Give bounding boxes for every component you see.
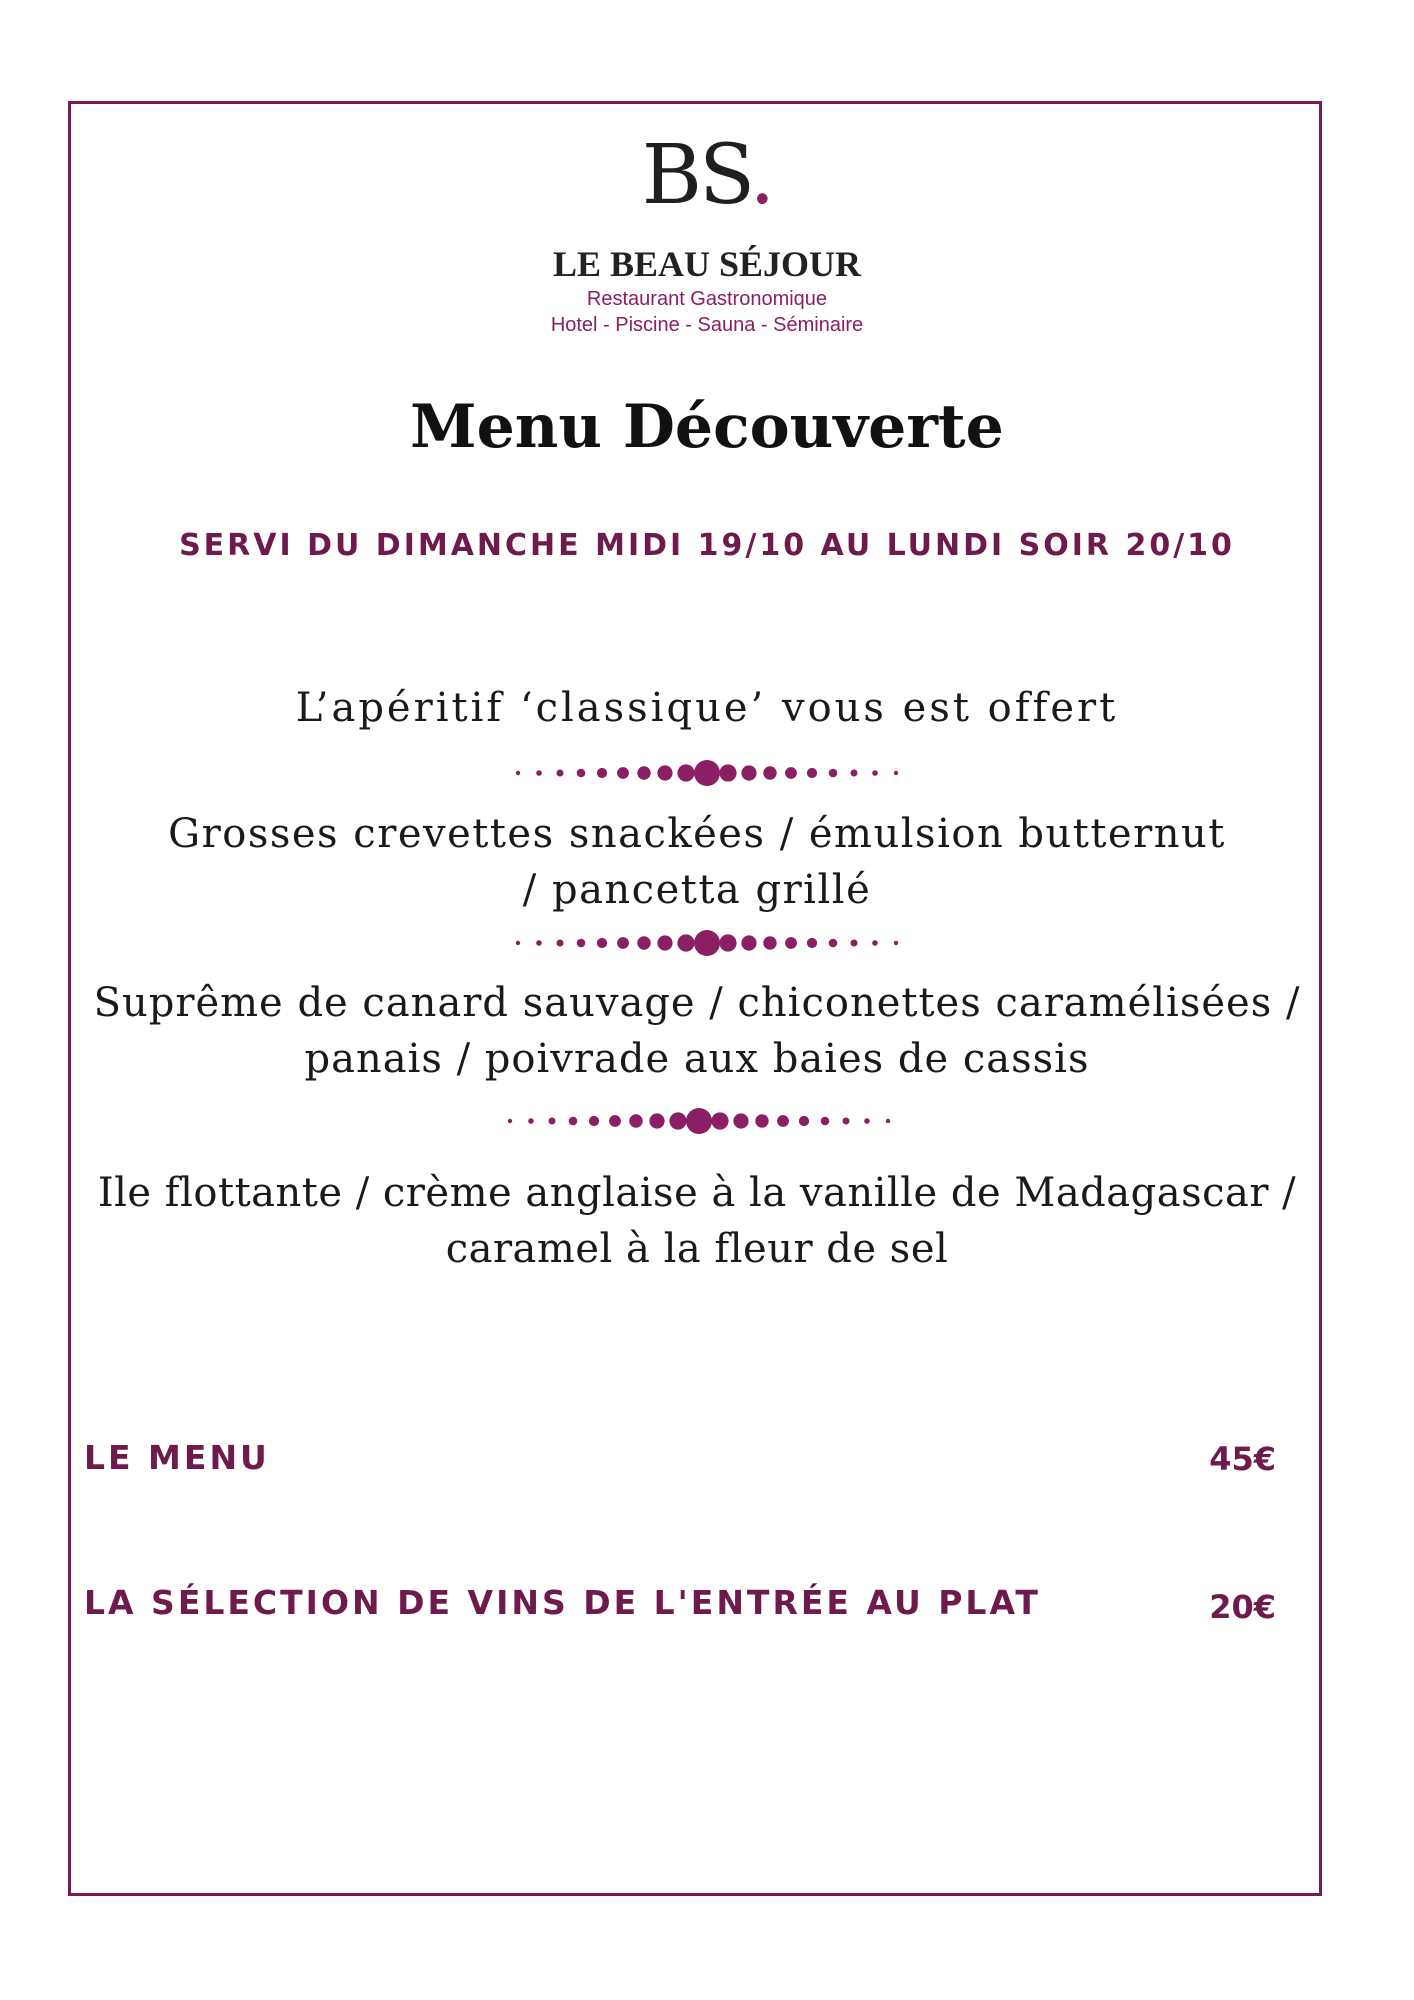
divider-dot bbox=[755, 1114, 768, 1127]
divider-dot bbox=[577, 939, 586, 948]
divider-dot bbox=[872, 770, 878, 776]
divider-dot bbox=[763, 936, 776, 949]
divider-dot bbox=[694, 930, 720, 956]
dotted-divider bbox=[0, 928, 1414, 958]
divider-dots-graphic bbox=[503, 758, 911, 788]
divider-dot bbox=[557, 940, 564, 947]
divider-dot bbox=[864, 1118, 870, 1124]
course-line: Grosses crevettes snackées / émulsion butternut bbox=[168, 811, 1226, 857]
dotted-divider bbox=[0, 1106, 1406, 1136]
course-dessert bbox=[30, 1165, 1364, 1277]
divider-dot bbox=[829, 769, 838, 778]
course-line: caramel à la fleur de sel bbox=[445, 1226, 949, 1272]
price-label-menu: LE MENU bbox=[84, 1438, 270, 1477]
course-line: panais / poivrade aux baies de cassis bbox=[304, 1036, 1090, 1082]
course-aperitif bbox=[80, 680, 1334, 736]
divider-dot bbox=[894, 941, 898, 945]
divider-dot bbox=[886, 1119, 890, 1123]
divider-dot bbox=[851, 940, 858, 947]
divider-dot bbox=[609, 1115, 621, 1127]
divider-dots-graphic bbox=[503, 928, 911, 958]
divider-dot bbox=[589, 1116, 599, 1126]
menu-title: Menu Découverte bbox=[410, 392, 1004, 462]
divider-dot bbox=[617, 937, 629, 949]
dotted-divider bbox=[0, 758, 1414, 788]
divider-dot bbox=[536, 770, 542, 776]
divider-dot bbox=[807, 938, 817, 948]
restaurant-tagline: Restaurant Gastronomique bbox=[586, 288, 828, 310]
divider-dot bbox=[785, 937, 797, 949]
divider-dot bbox=[549, 1118, 556, 1125]
divider-dot bbox=[649, 1113, 664, 1128]
divider-dots-graphic bbox=[495, 1106, 903, 1136]
price-value-wine: 20€ bbox=[1209, 1588, 1276, 1626]
divider-dot bbox=[569, 1117, 578, 1126]
divider-dot bbox=[657, 935, 672, 950]
divider-dot bbox=[677, 764, 694, 781]
logo-letters: BS bbox=[641, 128, 750, 223]
divider-dot bbox=[711, 1112, 728, 1129]
divider-dot bbox=[597, 768, 607, 778]
logo-monogram bbox=[0, 128, 1414, 223]
divider-dot bbox=[799, 1116, 809, 1126]
divider-dot bbox=[741, 935, 756, 950]
divider-dot bbox=[741, 765, 756, 780]
divider-dot bbox=[657, 765, 672, 780]
divider-dot bbox=[557, 770, 564, 777]
divider-dot bbox=[785, 767, 797, 779]
divider-dot bbox=[597, 938, 607, 948]
price-value-menu: 45€ bbox=[1209, 1440, 1276, 1478]
divider-dot bbox=[807, 768, 817, 778]
divider-dot bbox=[577, 769, 586, 778]
divider-dot bbox=[669, 1112, 686, 1129]
price-label-wine: LA SÉLECTION DE VINS DE L'ENTRÉE AU PLAT bbox=[84, 1583, 1041, 1622]
logo-dot: . bbox=[749, 128, 773, 223]
divider-dot bbox=[763, 766, 776, 779]
divider-dot bbox=[733, 1113, 748, 1128]
served-dates: SERVI DU DIMANCHE MIDI 19/10 AU LUNDI SOIR 20/10 bbox=[179, 528, 1235, 563]
divider-dot bbox=[508, 1119, 512, 1123]
course-line: Ile flottante / crème anglaise à la vanille de Madagascar / bbox=[97, 1170, 1297, 1216]
divider-dot bbox=[516, 771, 520, 775]
course-main bbox=[70, 975, 1324, 1087]
course-starter bbox=[70, 806, 1324, 918]
divider-dot bbox=[719, 764, 736, 781]
divider-dot bbox=[829, 939, 838, 948]
divider-dot bbox=[872, 940, 878, 946]
divider-dot bbox=[637, 936, 650, 949]
divider-dot bbox=[536, 940, 542, 946]
divider-dot bbox=[777, 1115, 789, 1127]
divider-dot bbox=[677, 934, 694, 951]
divider-dot bbox=[894, 771, 898, 775]
divider-dot bbox=[694, 760, 720, 786]
divider-dot bbox=[686, 1108, 712, 1134]
restaurant-name: LE BEAU SÉJOUR bbox=[552, 244, 862, 284]
course-line: Suprême de canard sauvage / chiconettes caramélisées / bbox=[93, 980, 1301, 1026]
divider-dot bbox=[719, 934, 736, 951]
divider-dot bbox=[516, 941, 520, 945]
divider-dot bbox=[528, 1118, 534, 1124]
divider-dot bbox=[851, 770, 858, 777]
course-line: / pancetta grillé bbox=[522, 867, 872, 913]
divider-dot bbox=[617, 767, 629, 779]
divider-dot bbox=[843, 1118, 850, 1125]
course-line: L’apéritif ‘classique’ vous est offert bbox=[295, 685, 1119, 731]
divider-dot bbox=[821, 1117, 830, 1126]
divider-dot bbox=[637, 766, 650, 779]
divider-dot bbox=[629, 1114, 642, 1127]
restaurant-services: Hotel - Piscine - Sauna - Séminaire bbox=[550, 314, 864, 336]
